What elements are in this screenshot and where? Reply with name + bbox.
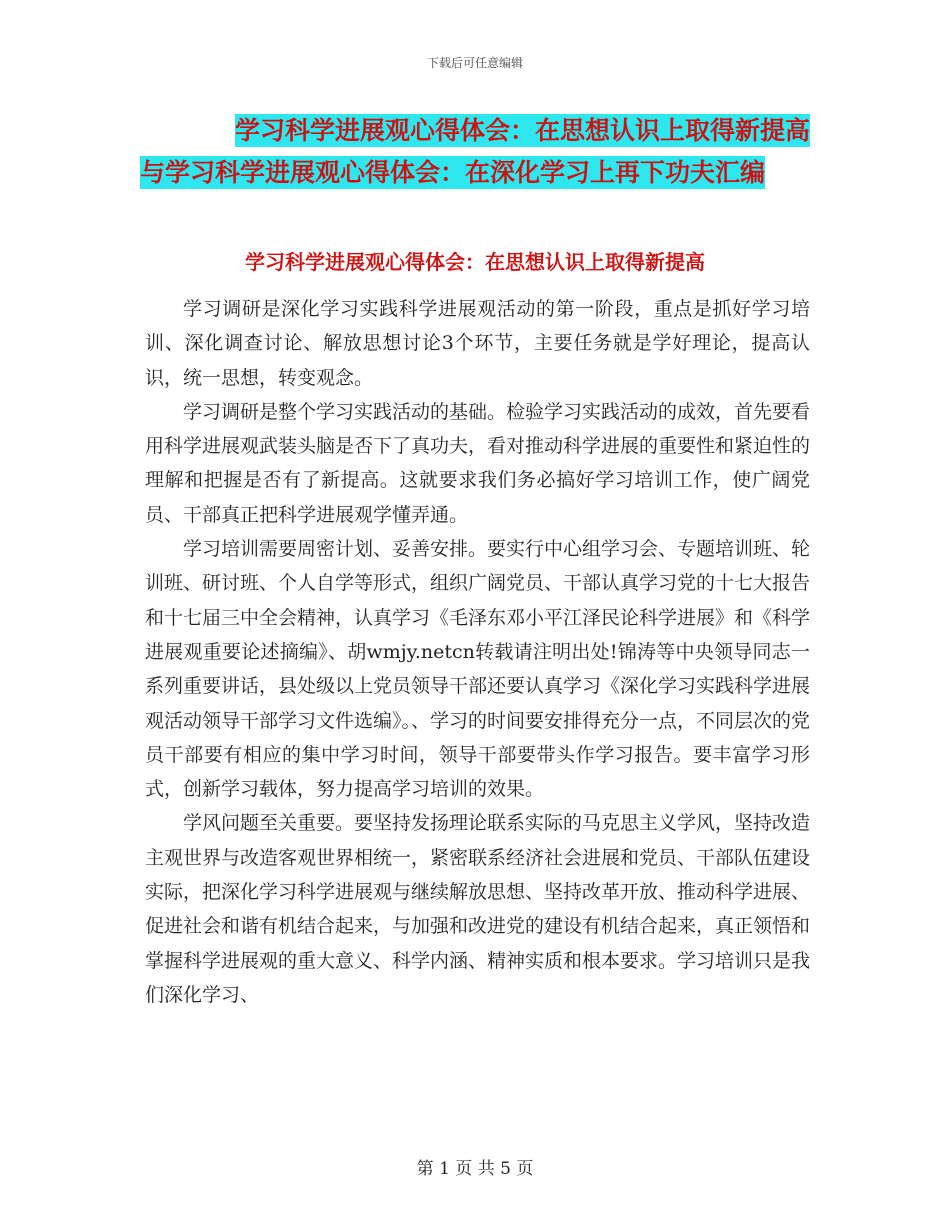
document-body	[145, 292, 810, 1012]
title-line-1-text: 学习科学进展观心得体会：在思想认识上取得新提高	[234, 116, 810, 145]
document-title	[140, 110, 810, 194]
paragraph: 学习调研是整个学习实践活动的基础。检验学习实践活动的成效，首先要看用科学进展观武装头脑是否下了真功夫，看对推动科学进展的重要性和紧迫性的理解和把握是否有了新提高。这就要求我们务必搞好学习培训工作，使广阔党员、干部真正把科学进展观学懂弄通。	[145, 400, 811, 526]
page-number: 第 1 页 共 5 页	[416, 1159, 534, 1179]
header-note: 下载后可任意编辑	[426, 56, 523, 70]
title-line-2-text: 与学习科学进展观心得体会：在深化学习上再下功夫汇编	[140, 158, 766, 187]
paragraph: 学习培训需要周密计划、妥善安排。要实行中心组学习会、专题培训班、轮训班、研讨班、个人自学等形式，组织广阔党员、干部认真学习党的十七大报告和十七届三中全会精神，认真学习《毛泽东邓小平江泽民论科学进展》和《科学进展观重要论述摘编》、胡wmjy.netcn转载请注明出处!锦涛等中央领导同志一系列重要讲话，县处级以上党员领导干部还要认真学习《深化学习实践科学进展观活动领导干部学习文件选编》。、学习的时间要安排得充分一点，不同层次的党员干部要有相应的集中学习时间，领导干部要带头作学习报告。要丰富学习形式，创新学习载体，努力提高学习培训的效果。	[145, 538, 811, 801]
paragraph: 学风问题至关重要。要坚持发扬理论联系实际的马克思主义学风，坚持改造主观世界与改造客观世界相统一，紧密联系经济社会进展和党员、干部队伍建设实际，把深化学习科学进展观与继续解放思想、坚持改革开放、推动科学进展、促进社会和谐有机结合起来，与加强和改进党的建设有机结合起来，真正领悟和掌握科学进展观的重大意义、科学内涵、精神实质和根本要求。学习培训只是我们深化学习、	[145, 812, 811, 1006]
title-line-1	[140, 110, 810, 152]
title-line-2	[140, 152, 810, 194]
section-title: 学习科学进展观心得体会：在思想认识上取得新提高	[245, 250, 705, 274]
paragraph: 学习调研是深化学习实践科学进展观活动的第一阶段，重点是抓好学习培训、深化调查讨论、解放思想讨论3个环节，主要任务就是学好理论，提高认识，统一思想，转变观念。	[145, 298, 810, 389]
